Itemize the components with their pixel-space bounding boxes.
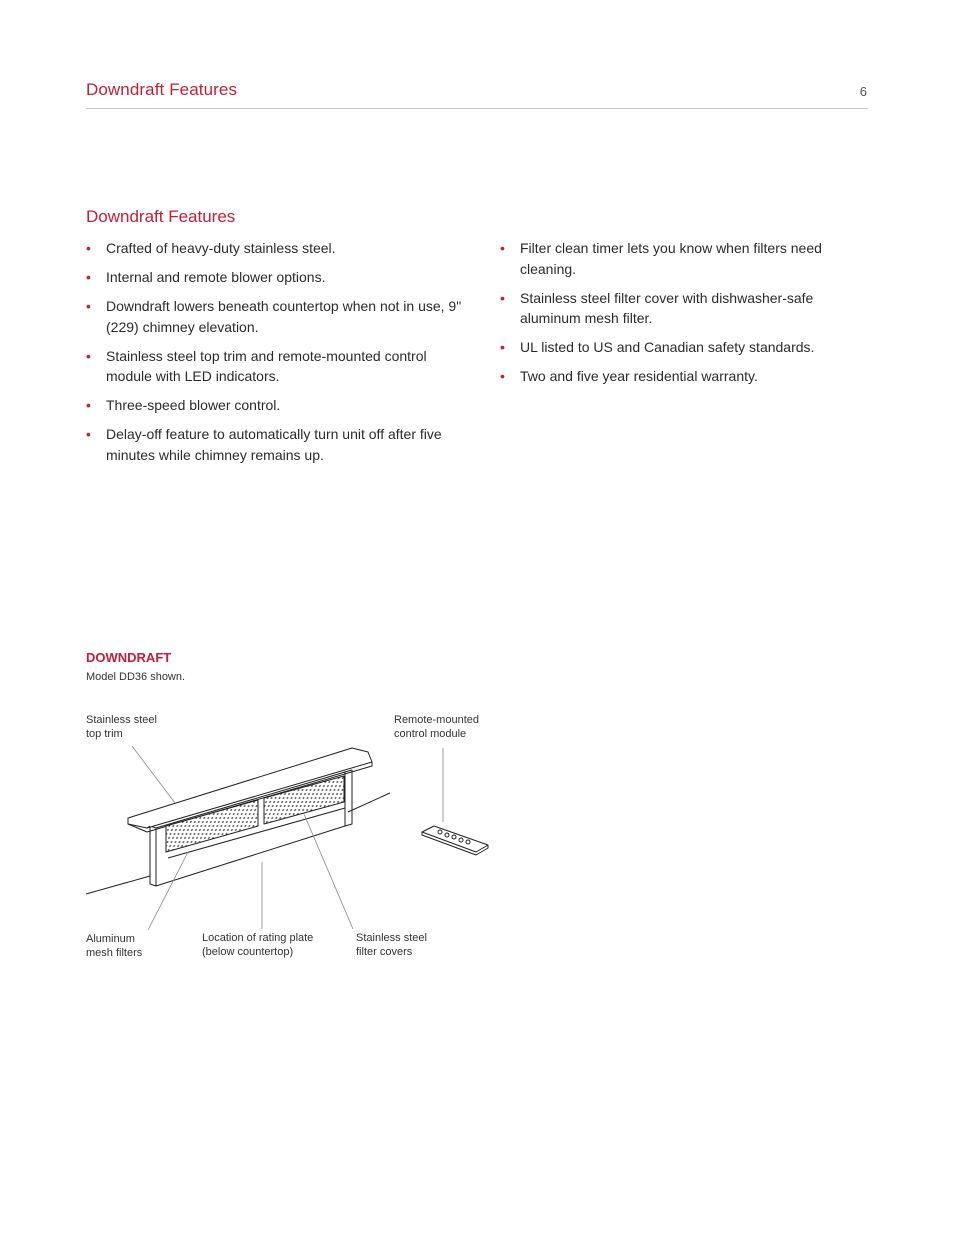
chimney-body: [345, 770, 352, 826]
callout-line: Stainless steel: [356, 932, 427, 944]
callout-line: top trim: [86, 727, 123, 740]
callout-line: (below countertop): [202, 945, 294, 958]
feature-text: Stainless steel filter cover with dishwasher-safe aluminum mesh filter.: [520, 289, 814, 326]
section-title: Downdraft Features: [86, 207, 236, 226]
bullet-icon: •: [500, 339, 505, 355]
callout-line: filter covers: [356, 945, 413, 958]
countertop-line: [348, 793, 390, 812]
feature-text: Internal and remote blower options.: [106, 269, 326, 285]
callout-line: control module: [394, 727, 467, 740]
feature-text: Downdraft lowers beneath countertop when not in use, 9" (229) chimney elevation.: [106, 298, 462, 335]
feature-text: Delay-off feature to automatically turn unit off after five minutes while chimney remains up.: [106, 426, 442, 463]
feature-text: Filter clean timer lets you know when filters need cleaning.: [520, 240, 822, 277]
countertop-line: [86, 876, 150, 894]
bullet-icon: •: [500, 368, 505, 384]
callout-line: Aluminum: [86, 933, 135, 945]
bullet-icon: •: [86, 397, 91, 413]
leader-top-trim: [132, 746, 175, 803]
feature-text: Two and five year residential warranty.: [520, 368, 758, 384]
bullet-icon: •: [86, 426, 91, 442]
callout-line: Stainless steel: [86, 714, 157, 726]
feature-text: UL listed to US and Canadian safety standards.: [520, 339, 815, 355]
page-header-title: Downdraft Features: [86, 80, 238, 99]
callout-line: Remote-mounted: [394, 714, 479, 726]
bullet-icon: •: [86, 269, 91, 285]
callout-line: mesh filters: [86, 946, 143, 959]
chimney-body: [150, 826, 156, 886]
bullet-icon: •: [500, 289, 505, 306]
bullet-icon: •: [86, 347, 91, 364]
bullet-icon: •: [500, 240, 505, 256]
bullet-icon: •: [86, 298, 91, 314]
figure-caption: Model DD36 shown.: [86, 671, 186, 683]
bullet-icon: •: [86, 240, 91, 256]
feature-text: Three-speed blower control.: [106, 397, 281, 413]
page-number: 6: [859, 84, 867, 99]
feature-text: Crafted of heavy-duty stainless steel.: [106, 240, 336, 256]
feature-text: Stainless steel top trim and remote-mounted control module with LED indicators.: [106, 347, 427, 384]
figure-title: DOWNDRAFT: [86, 650, 172, 665]
callout-line: Location of rating plate: [202, 932, 314, 944]
